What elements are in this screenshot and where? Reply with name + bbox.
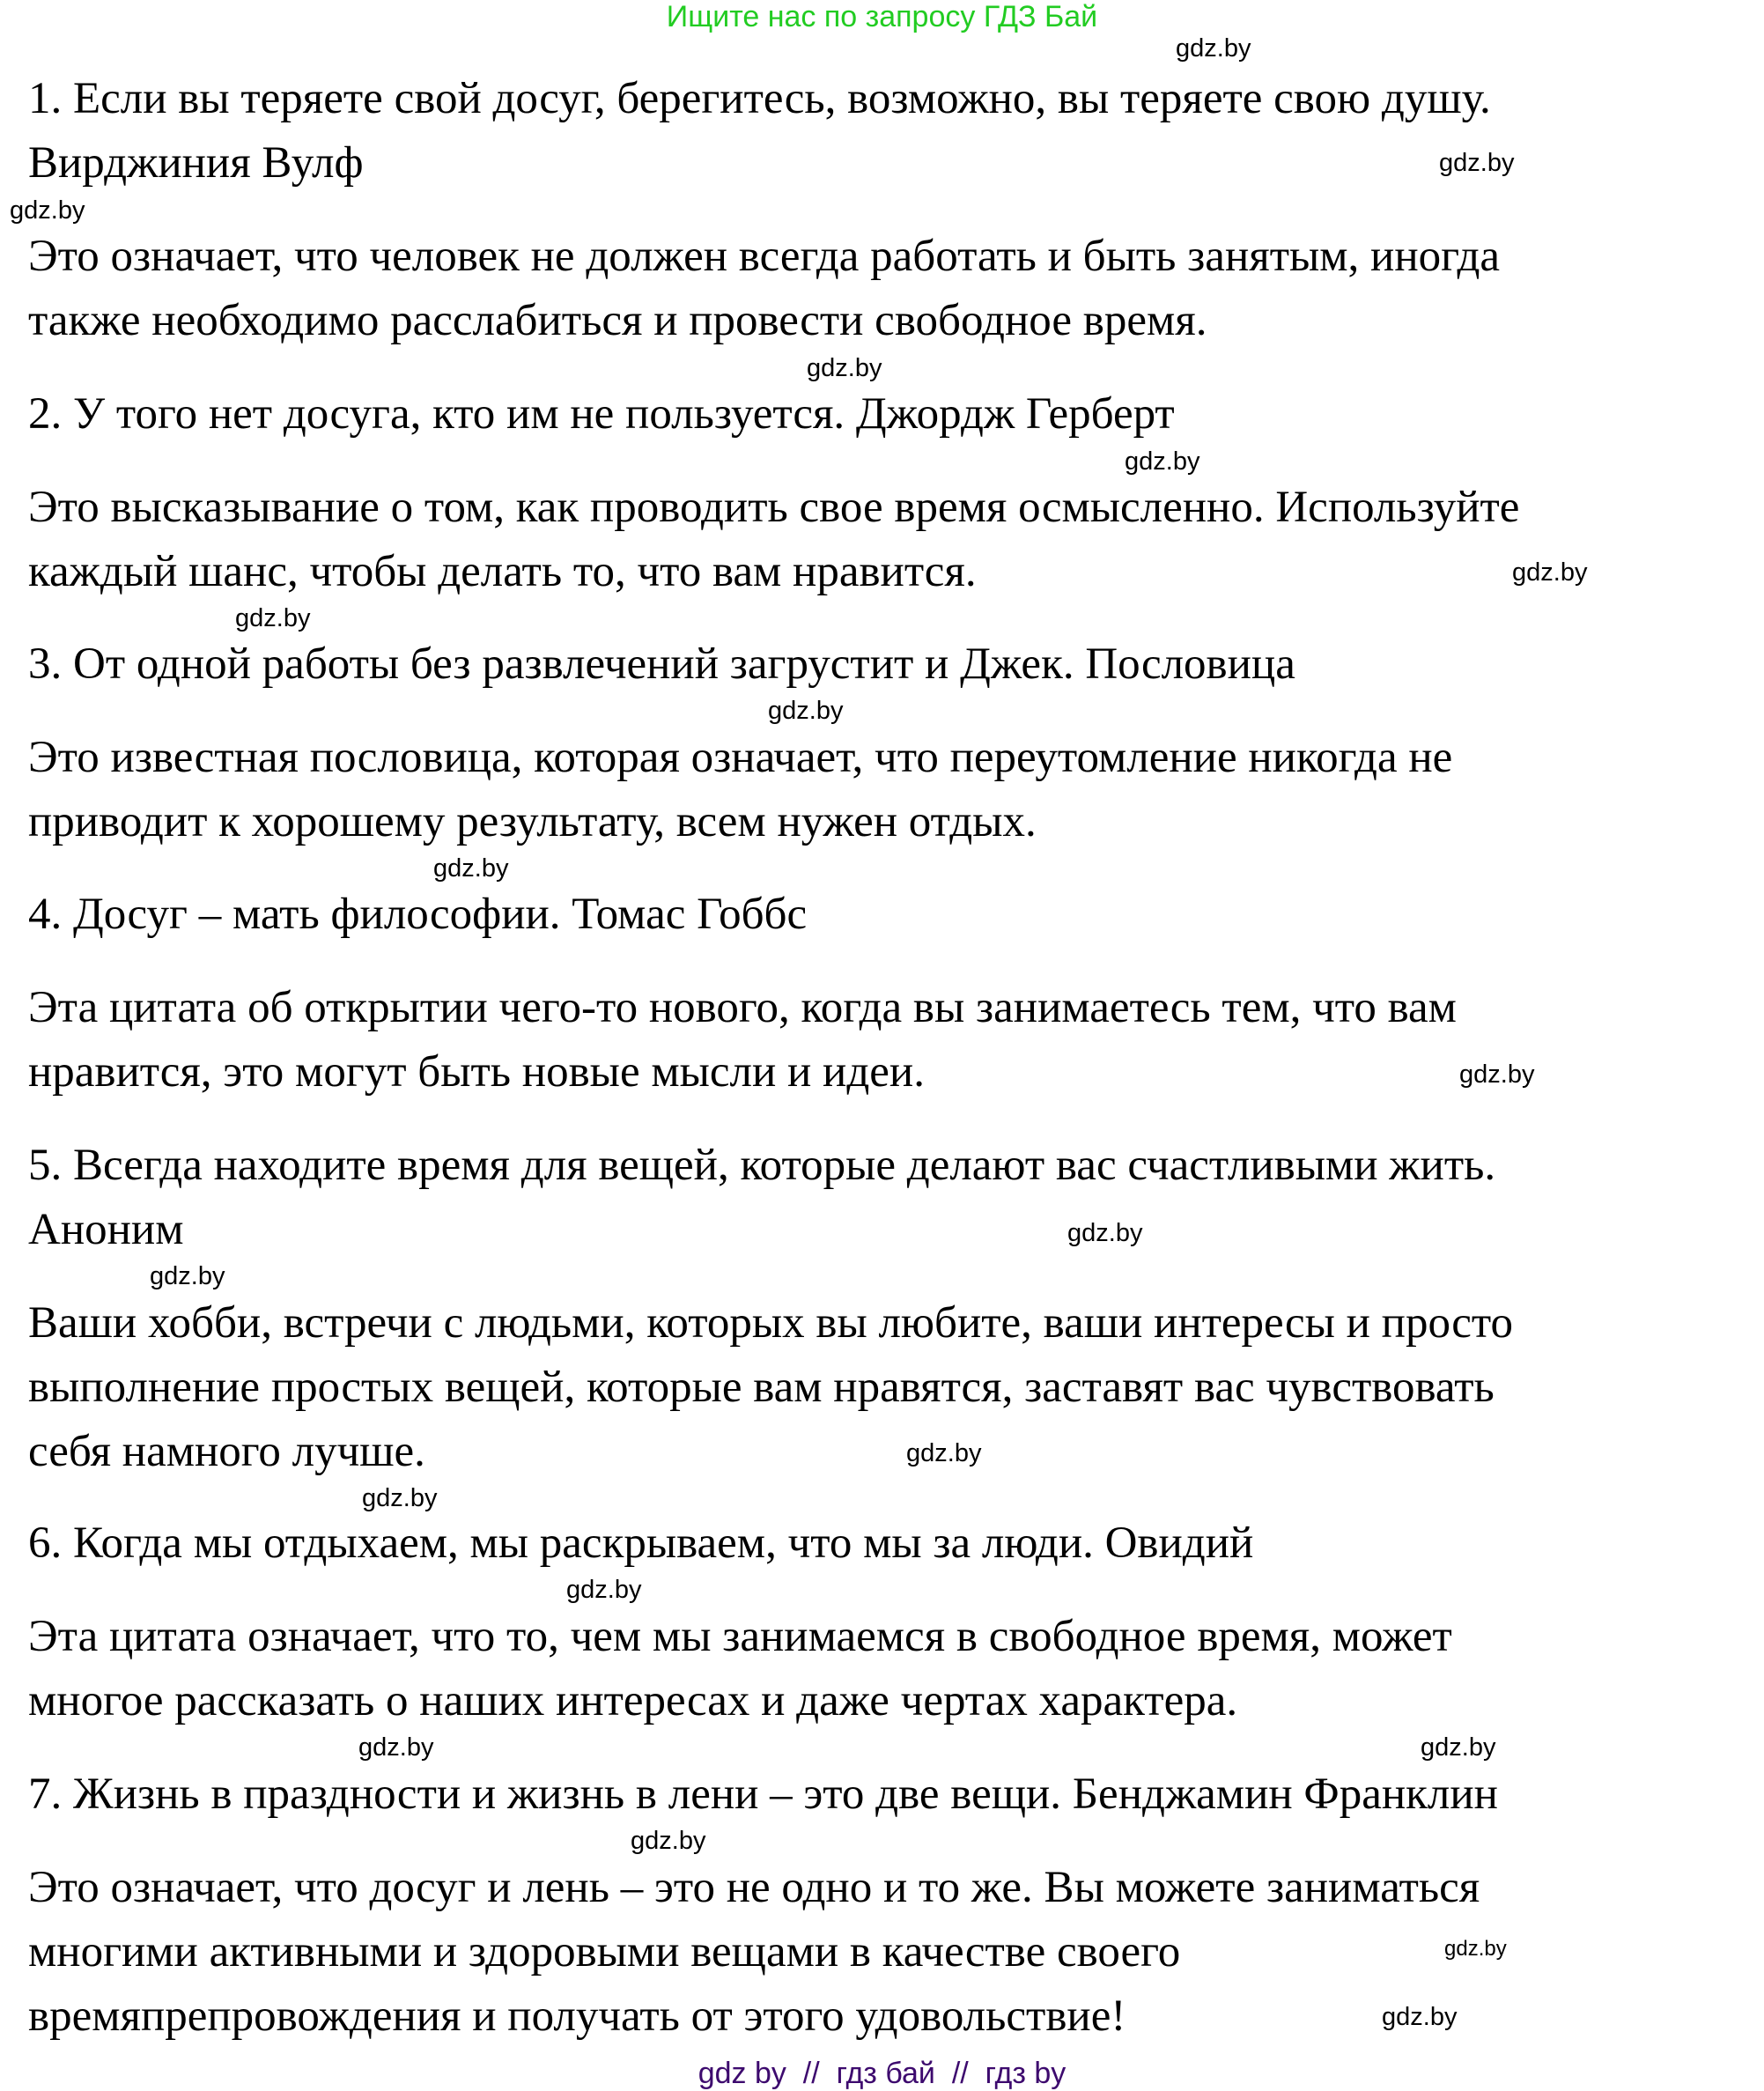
text-line: также необходимо расслабиться и провести свободное время. xyxy=(28,296,1207,345)
quote-paragraph xyxy=(28,1762,1498,1827)
watermark: gdz.by xyxy=(433,854,509,883)
text-line: 3. От одной работы без развлечений загрустит и Джек. Пословица xyxy=(28,639,1295,689)
watermark: gdz.by xyxy=(1444,1937,1507,1961)
text-line: приводит к хорошему результату, всем нужен отдых. xyxy=(28,797,1037,846)
text-line: нравится, это могут быть новые мысли и идеи. xyxy=(28,1047,925,1097)
text-line: выполнение простых вещей, которые вам нравятся, заставят вас чувствовать xyxy=(28,1363,1495,1412)
text-line: Вирджиния Вулф xyxy=(28,138,364,188)
watermark: gdz.by xyxy=(1459,1060,1535,1089)
text-line: 7. Жизнь в праздности и жизнь в лени – это две вещи. Бенджамин Франклин xyxy=(28,1770,1498,1819)
quote-paragraph xyxy=(28,1134,1495,1262)
explanation-paragraph xyxy=(28,726,1452,854)
watermark: gdz.by xyxy=(1067,1219,1143,1247)
watermark: gdz.by xyxy=(906,1439,982,1467)
watermark: gdz.by xyxy=(1382,2003,1458,2031)
text-line: 5. Всегда находите время для вещей, которые делают вас счастливыми жить. xyxy=(28,1141,1496,1190)
watermark: gdz.by xyxy=(631,1827,706,1855)
explanation-paragraph xyxy=(28,225,1500,353)
text-line: Это означает, что досуг и лень – это не одно и то же. Вы можете заниматься xyxy=(28,1863,1480,1912)
explanation-paragraph xyxy=(28,1605,1452,1733)
quote-paragraph xyxy=(28,1511,1253,1576)
watermark: gdz.by xyxy=(1125,447,1200,476)
text-line: Эта цитата об открытии чего-то нового, когда вы занимаетесь тем, что вам xyxy=(28,983,1457,1032)
watermark: gdz.by xyxy=(1176,34,1251,63)
text-line: Это означает, что человек не должен всегда работать и быть занятым, иногда xyxy=(28,232,1501,281)
text-line: 1. Если вы теряете свой досуг, берегитесь, возможно, вы теряете свою душу. xyxy=(28,74,1491,123)
watermark: gdz.by xyxy=(10,196,85,225)
text-line: 2. У того нет досуга, кто им не пользуется. Джордж Герберт xyxy=(28,389,1175,439)
text-line: Это известная пословица, которая означает, что переутомление никогда не xyxy=(28,733,1453,782)
promo-header: Ищите нас по запросу ГДЗ Бай xyxy=(666,0,1098,33)
quote-paragraph xyxy=(28,382,1175,447)
quote-paragraph xyxy=(28,883,807,947)
text-line: многими активными и здоровыми вещами в качестве своего xyxy=(28,1927,1181,1976)
explanation-paragraph xyxy=(28,476,1519,604)
text-line: Ваши хобби, встречи с людьми, которых вы любите, ваши интересы и просто xyxy=(28,1298,1513,1348)
text-line: 6. Когда мы отдыхаем, мы раскрываем, что мы за люди. Овидий xyxy=(28,1518,1254,1568)
watermark: gdz.by xyxy=(768,697,844,725)
quote-paragraph xyxy=(28,67,1491,196)
watermark: gdz.by xyxy=(566,1576,642,1604)
watermark: gdz.by xyxy=(362,1484,438,1512)
text-line: Это высказывание о том, как проводить свое время осмысленно. Используйте xyxy=(28,483,1520,532)
text-line: Аноним xyxy=(28,1205,184,1254)
text-line: многое рассказать о наших интересах и даже чертах характера. xyxy=(28,1676,1238,1725)
text-line: Эта цитата означает, что то, чем мы занимаемся в свободное время, может xyxy=(28,1612,1452,1661)
explanation-paragraph xyxy=(28,1856,1480,2049)
explanation-paragraph xyxy=(28,976,1457,1105)
watermark: gdz.by xyxy=(358,1733,434,1762)
watermark: gdz.by xyxy=(807,354,882,382)
text-line: себя намного лучше. xyxy=(28,1427,425,1476)
text-line: времяпрепровождения и получать от этого удовольствие! xyxy=(28,1991,1126,2041)
explanation-paragraph xyxy=(28,1291,1513,1484)
watermark: gdz.by xyxy=(1439,149,1515,177)
quote-paragraph xyxy=(28,632,1295,697)
watermark: gdz.by xyxy=(150,1262,225,1290)
watermark: gdz.by xyxy=(1421,1733,1496,1762)
watermark: gdz.by xyxy=(1512,558,1588,587)
watermark: gdz.by xyxy=(235,604,311,632)
text-line: 4. Досуг – мать философии. Томас Гоббс xyxy=(28,890,808,939)
text-line: каждый шанс, чтобы делать то, что вам нравится. xyxy=(28,547,977,596)
promo-footer: gdz by // гдз бай // гдз by xyxy=(697,2057,1067,2090)
